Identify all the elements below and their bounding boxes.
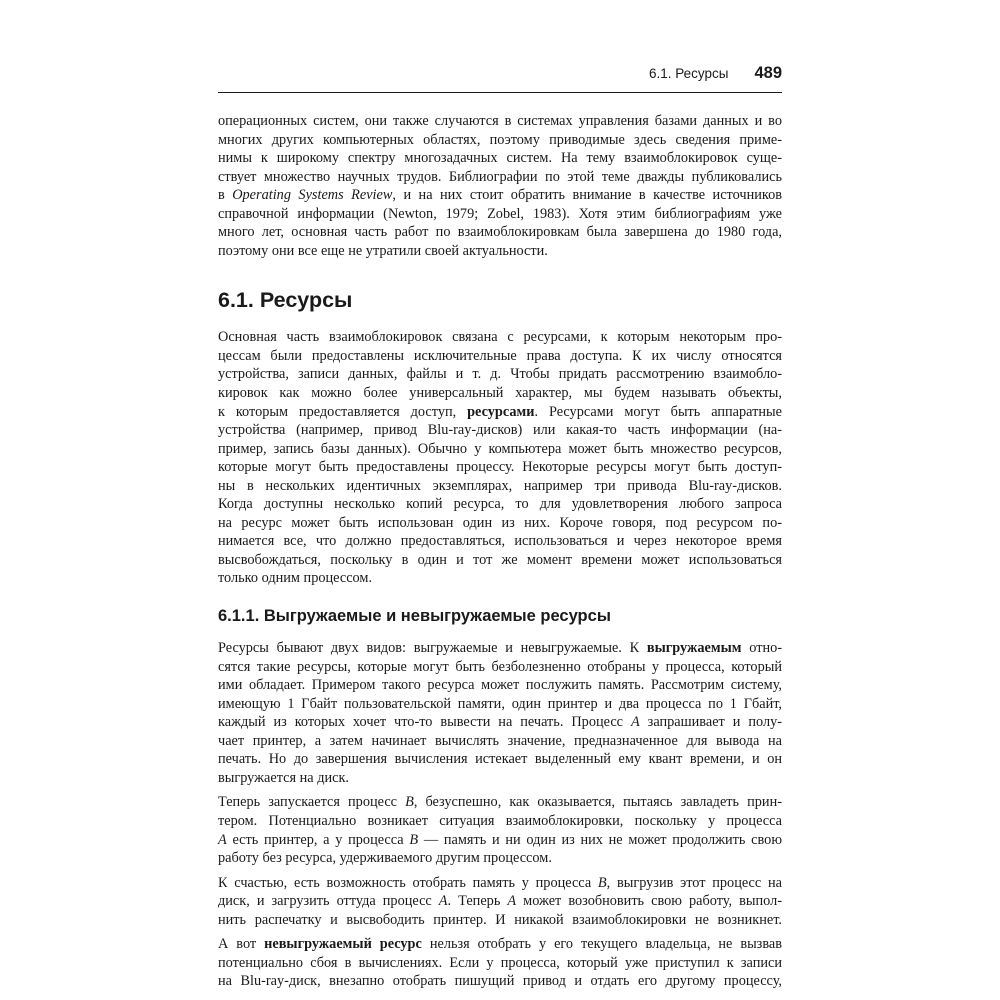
text-run: каждый из которых хочет что-то вывести на печать. Процесс: [218, 714, 631, 731]
text-line: нимается все, что должно предоставляться, использоваться и через некоторое время: [218, 533, 782, 550]
text-line: нимы к широкому спектру многозадачных систем. На тему взаимоблокировок суще-: [218, 150, 782, 167]
text-line: [218, 639, 782, 658]
process-variable: A: [507, 893, 517, 910]
text-line: цессам были предоставлены исключительные права доступа. К их числу относятся: [218, 347, 782, 364]
text-line: имеющую 1 Гбайт пользовательской памяти, один принтер и два процесса по 1 Гбайт,: [218, 695, 782, 712]
text-line: Основная часть взаимоблокировок связана с ресурсами, к которым некоторым про-: [218, 329, 782, 346]
subsection-heading: 6.1.1. Выгружаемые и невыгружаемые ресурсы: [218, 607, 611, 626]
text-run: , и на них стоит обратить внимание в качестве источников: [392, 187, 782, 204]
text-run: . Ресурсами могут быть аппаратные: [534, 403, 782, 420]
text-line: [218, 892, 782, 911]
text-run: запрашивает и полу-: [639, 714, 782, 731]
process-variable: B: [405, 794, 414, 811]
text-line: операционных систем, они также случаются в системах управления базами данных и во: [218, 113, 782, 129]
page-header: [218, 64, 782, 93]
text-line: выгружается на диск.: [218, 769, 349, 786]
text-run: может возобновить свою работу, выпол-: [516, 893, 782, 910]
text-run: к которым предоставляется доступ,: [218, 403, 468, 420]
text-run: , выгрузив этот процесс на: [606, 874, 782, 891]
text-line: ими обладает. Примером такого ресурса может послужить память. Рассмотрим систему,: [218, 677, 782, 694]
text-line: только одним процессом.: [218, 570, 373, 587]
page-body: [218, 112, 782, 991]
text-line: [218, 935, 782, 954]
text-line: устройства, записи данных, файлы и т. д. Чтобы придать рассмотрению взаимобло-: [218, 366, 782, 383]
text-line: нить распечатку и высвободить принтер. И никакой взаимоблокировки не возникнет.: [218, 911, 782, 928]
subsection-paragraph-2: [218, 793, 782, 867]
subsection-paragraph-3: [218, 874, 782, 930]
process-variable: A: [630, 714, 640, 731]
text-run: А вот: [218, 936, 265, 953]
text-line: [218, 874, 782, 893]
text-line: на ресурс может быть использован один из них. Короче говоря, под ресурсом по-: [218, 514, 782, 531]
process-variable: B: [597, 874, 607, 891]
bold-term: выгружаемым: [646, 640, 742, 657]
text-run: есть принтер, а у процесса: [226, 831, 410, 848]
subsection-paragraph-1: [218, 639, 782, 787]
text-line: работу без ресурса, удерживаемого другим процессом.: [218, 850, 552, 867]
text-line: Когда доступны несколько копий ресурса, то для удовлетворения любого запроса: [218, 496, 782, 513]
text-line: пример, запись базы данных). Обычно у компьютера может быть множество ресурсов,: [218, 440, 782, 457]
text-line: высвобождаться, поскольку в один и тот же момент времени может использоваться: [218, 551, 782, 568]
text-line: ны в нескольких идентичных экземплярах, например три привода Blu-ray-дисков.: [218, 477, 782, 494]
text-line: [218, 713, 782, 732]
text-run: нельзя отобрать у его текущего владельца, не вызвав: [421, 936, 782, 953]
text-line: много лет, основная часть работ по взаимоблокировкам была завершена до 1980 года,: [218, 224, 782, 241]
text-run: К счастью, есть возможность отобрать память у процесса: [218, 874, 598, 891]
text-run: — память и ни один из них не может продолжить свою: [418, 831, 783, 848]
text-run: диск, и загрузить оттуда процесс: [218, 893, 439, 910]
text-run: отно-: [741, 640, 783, 657]
process-variable: A: [218, 831, 227, 848]
text-run: Теперь запускается процесс: [218, 794, 406, 811]
text-line: ствует множество научных трудов. Библиографии по этой теме дважды публиковались: [218, 168, 782, 185]
process-variable: B: [409, 831, 419, 848]
bold-term: ресурсами: [467, 403, 535, 420]
text-line: поэтому они все еще не утратили своей актуальности.: [218, 242, 548, 259]
process-variable: A: [438, 893, 448, 910]
subsection-paragraph-4: [218, 935, 782, 991]
intro-paragraph: [218, 112, 782, 260]
text-line: [218, 186, 782, 205]
section-paragraph: [218, 328, 782, 588]
text-line: тером. Потенциально возникает ситуация взаимоблокировки, поскольку у процесса: [218, 812, 782, 829]
text-run: Ресурсы бывают двух видов: выгружаемые и невыгружаемые. К: [218, 640, 647, 657]
text-line: [218, 831, 782, 850]
section-heading: 6.1. Ресурсы: [218, 288, 353, 313]
text-line: печать. Но до завершения вычисления истекает выделенный ему квант времени, и он: [218, 751, 782, 768]
text-run: . Теперь: [447, 893, 508, 910]
bold-term: невыгружаемый ресурс: [264, 936, 422, 953]
text-line: потенциально сбоя в вычислениях. Если у процесса, который уже приступил к записи: [218, 954, 782, 971]
text-line: [218, 403, 782, 422]
journal-title: Operating Systems Review: [232, 187, 393, 204]
text-line: многих других компьютерных областях, поэтому приводимые здесь сведения приме-: [218, 131, 782, 148]
text-line: устройства (например, привод Blu-ray-дисков) или какая-то часть информации (на-: [218, 422, 782, 439]
text-line: чает принтер, а затем начинает вычислять значение, предназначенное для вывода на: [218, 732, 782, 749]
text-line: [218, 793, 782, 812]
text-run: в: [218, 187, 233, 204]
text-line: кировок как можно более универсальный характер, мы будем называть объекты,: [218, 385, 782, 402]
running-head: 6.1. Ресурсы: [648, 66, 729, 81]
text-line: которые могут быть предоставлены процессу. Некоторые ресурсы могут быть доступ-: [218, 459, 782, 476]
text-line: сятся такие ресурсы, которые могут быть безболезненно отобраны у процесса, который: [218, 658, 782, 675]
text-run: , безуспешно, как оказывается, пытаясь завладеть прин-: [413, 794, 782, 811]
text-line: справочной информации (Newton, 1979; Zobel, 1983). Хотя этим библиографиям уже: [218, 205, 782, 222]
text-line: на Blu-ray-диск, внезапно отобрать пишущий привод и отдать его другому процессу,: [218, 973, 782, 990]
page-number: 489: [754, 64, 782, 82]
